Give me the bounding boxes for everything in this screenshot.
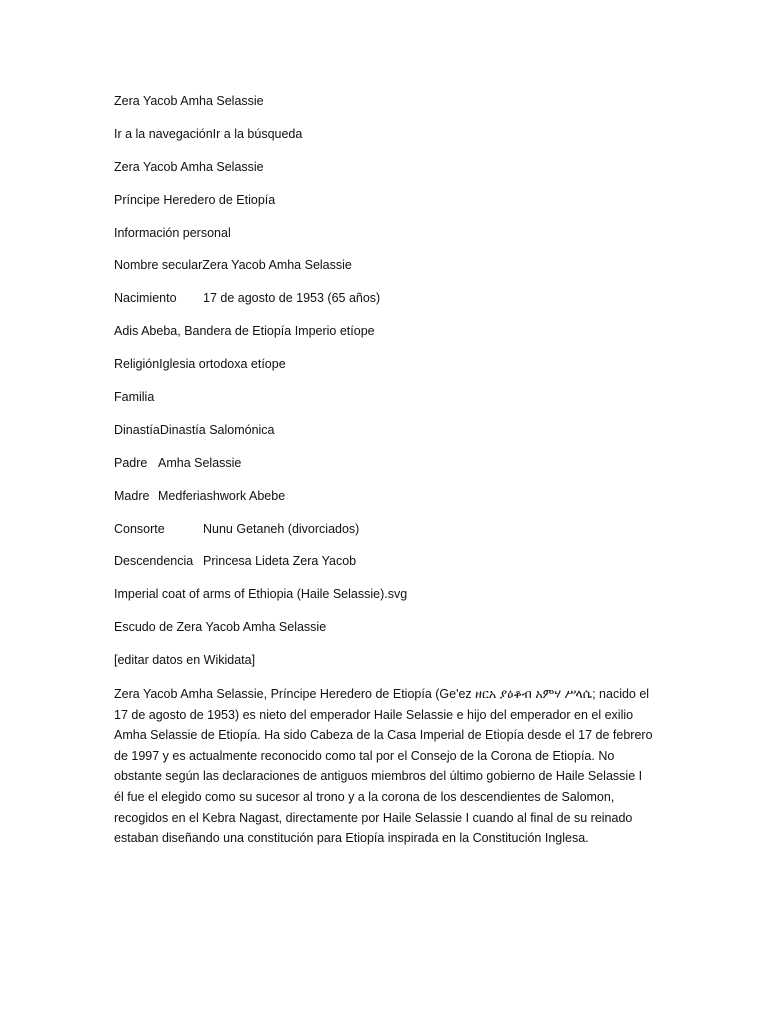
edit-wikidata-link[interactable]: [editar datos en Wikidata]	[114, 653, 256, 668]
nacimiento-value: 17 de agosto de 1953 (65 años)	[203, 291, 381, 306]
body-paragraph: Zera Yacob Amha Selassie, Príncipe Heredero de Etiopía (Ge'ez ዘርአ ያዕቆብ አምሃ ሥላሴ; nacido el 17 de agosto de 1953) es nieto del emperador Haile Selassie e hijo del emperador en el exilio Amha Selassie de Etiopía. Ha sido Cabeza de la Casa Imperial de Etiopía desde el 17 de febrero de 1997 y es actualmente reconocido como tal por el Consejo de la Corona de Etiopía. No obstante según las declaraciones de antiguos miembros del último gobierno de Haile Selassie I él fue el elegido como su sucesor al trono y a la corona de los descendientes de Salomon, recogidos en el Kebra Nagast, directamente por Haile Selassie I cuando al final de su reinado estaban diseñando una constitución para Etiopía inspirada en la Constitución Inglesa.	[114, 687, 653, 846]
navigation-links[interactable]: Ir a la navegaciónIr a la búsqueda	[114, 126, 303, 141]
row-madre	[114, 487, 654, 505]
row-nombre-secular	[114, 256, 654, 274]
madre-label: Madre	[114, 488, 150, 503]
padre-value[interactable]: Amha Selassie	[158, 455, 242, 470]
birthplace: Adis Abeba, Bandera de Etiopía Imperio etíope	[114, 324, 375, 339]
nacimiento-label: Nacimiento	[114, 291, 177, 306]
document-page	[114, 92, 654, 849]
consorte-value: Nunu Getaneh (divorciados)	[203, 521, 360, 536]
page-title: Zera Yacob Amha Selassie	[114, 94, 264, 108]
descendencia-value: Princesa Lideta Zera Yacob	[203, 554, 357, 569]
dinastia-value[interactable]: Dinastía Salomónica	[159, 422, 275, 437]
section-familia-heading: Familia	[114, 390, 155, 405]
consorte-label: Consorte	[114, 521, 165, 536]
infobox-subtitle: Príncipe Heredero de Etiopía	[114, 192, 276, 207]
row-padre	[114, 454, 654, 472]
padre-label: Padre	[114, 455, 148, 470]
row-religion	[114, 355, 654, 373]
nombre-secular-label: Nombre secular	[114, 258, 203, 273]
section-personal-heading: Información personal	[114, 225, 231, 240]
religion-value[interactable]: Iglesia ortodoxa etíope	[159, 357, 286, 372]
madre-value[interactable]: Medferiashwork Abebe	[158, 488, 286, 503]
row-dinastia	[114, 421, 654, 439]
row-descendencia	[114, 552, 654, 570]
nombre-secular-value: Zera Yacob Amha Selassie	[202, 258, 352, 273]
religion-label: Religión	[114, 357, 160, 372]
row-consorte	[114, 520, 654, 538]
descendencia-label: Descendencia	[114, 554, 194, 569]
image-filename[interactable]: Imperial coat of arms of Ethiopia (Haile Selassie).svg	[114, 587, 408, 602]
dinastia-label: Dinastía	[114, 422, 160, 437]
image-caption: Escudo de Zera Yacob Amha Selassie	[114, 620, 327, 635]
row-nacimiento	[114, 289, 654, 307]
infobox-name: Zera Yacob Amha Selassie	[114, 159, 264, 174]
